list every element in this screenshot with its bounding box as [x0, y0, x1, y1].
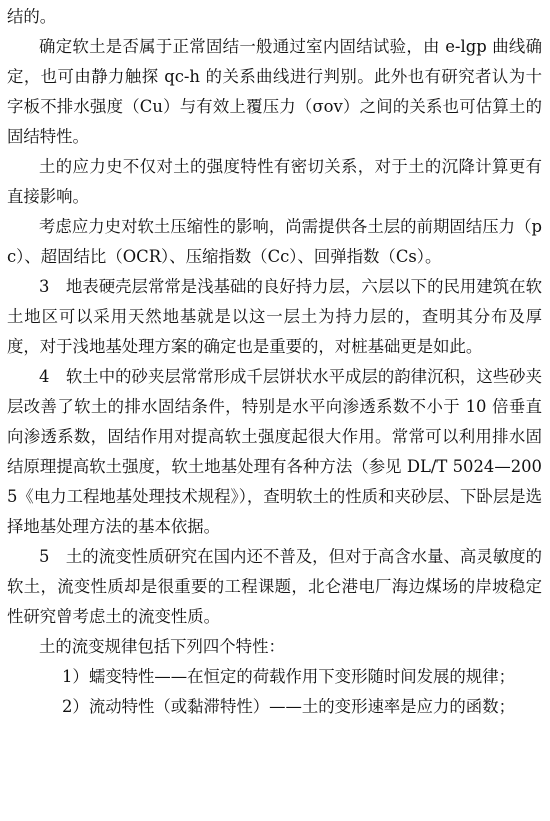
list-item-1: 1）蠕变特性——在恒定的荷载作用下变形随时间发展的规律；	[62, 667, 515, 686]
paragraph-6: 4 软土中的砂夹层常常形成千层饼状水平成层的韵律沉积，这些砂夹层改善了软土的排水固结条件，特别是水平向渗透系数不小于 10 倍垂直向渗透系数，固结作用对提高软土强度起很大作用。常常可以利用排水固结原理提高软土强度，软土地基处理有各种方法（参见 DL/T 5024—2005《电力工程地基处理技术规程》），查明软土的性质和夹砂层、下卧层是选择地基处理方法的基本依据。	[7, 367, 542, 536]
paragraph-2: 确定软土是否属于正常固结一般通过室内固结试验，由 e-lgp 曲线确定，也可由静力触探 qc-h 的关系曲线进行判别。此外也有研究者认为十字板不排水强度（Cu）与有效上覆压力（σov）之间的关系也可估算土的固结特性。	[7, 37, 542, 146]
paragraph-1: 结的。	[7, 7, 57, 26]
paragraph-7: 5 土的流变性质研究在国内还不普及，但对于高含水量、高灵敏度的软土，流变性质却是很重要的工程课题，北仑港电厂海边煤场的岸坡稳定性研究曾考虑土的流变性质。	[7, 547, 542, 626]
paragraph-5: 3 地表硬壳层常常是浅基础的良好持力层，六层以下的民用建筑在软土地区可以采用天然地基就是以这一层土为持力层的，查明其分布及厚度，对于浅地基处理方案的确定也是重要的，对桩基础更是如此。	[7, 277, 542, 356]
paragraph-4: 考虑应力史对软土压缩性的影响，尚需提供各土层的前期固结压力（pc）、超固结比（OCR）、压缩指数（Cc）、回弹指数（Cs）。	[7, 217, 542, 266]
paragraph-8: 土的流变规律包括下列四个特性：	[39, 637, 285, 656]
list-item-2: 2）流动特性（或黏滞特性）——土的变形速率是应力的函数；	[62, 697, 515, 716]
paragraph-3: 土的应力史不仅对土的强度特性有密切关系，对于土的沉降计算更有直接影响。	[7, 157, 542, 206]
